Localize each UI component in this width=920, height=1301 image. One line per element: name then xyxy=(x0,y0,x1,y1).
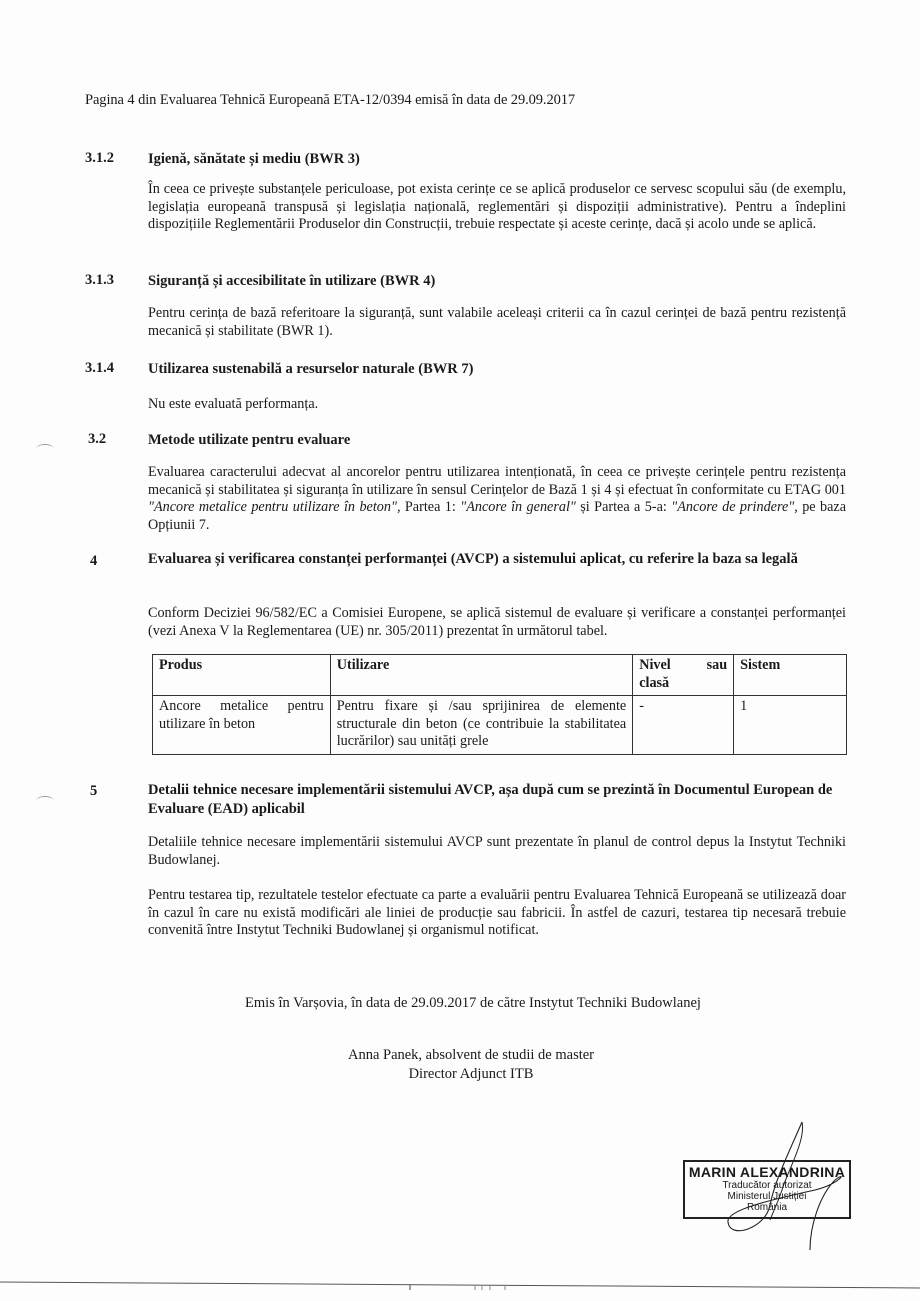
header-sistem: Sistem xyxy=(734,655,847,696)
issued-statement: Emis în Varșovia, în data de 29.09.2017 de către Instytut Techniki Budowlanej xyxy=(245,995,701,1011)
section-title: Utilizarea sustenabilă a resurselor naturale (BWR 7) xyxy=(148,361,474,377)
page-header: Pagina 4 din Evaluarea Tehnică Europeană ETA-12/0394 emisă în data de 29.09.2017 xyxy=(85,92,576,108)
section-paragraph: Pentru testarea tip, rezultatele testelor efectuate ca parte a evaluării pentru Evaluarea Tehnică Europeană se utilizează doar în cazul în care nu există modificări ale liniei de producție sau fabricii. În astfel de cazuri, testarea tip necesară trebuie convenită între Instytut Techniki Budowlanej și organismul notificat. xyxy=(148,887,846,939)
avcp-table xyxy=(152,654,847,755)
section-title: Metode utilizate pentru evaluare xyxy=(148,432,351,448)
section-number: 5 xyxy=(90,783,98,799)
header-nivel: Nivel sau clasă xyxy=(633,655,734,696)
cell-sistem: 1 xyxy=(734,696,847,755)
cell-produs: Ancore metalice pentru utilizare în beton xyxy=(153,696,331,755)
margin-mark xyxy=(36,796,54,805)
section-paragraph: În ceea ce privește substanțele periculoase, pot exista cerințe ce se aplică produselor ce servesc scopului său (de exemplu, legislația europeană transpusă și legislația națională, reglementări și dispoziții administrative). Pentru a îndeplini dispozițiile Reglementării Produselor din Construcții, trebuie respectate și aceste cerințe, dacă și acolo unde se aplică. xyxy=(148,181,846,233)
margin-mark xyxy=(36,444,54,453)
section-paragraph: Pentru cerința de bază referitoare la siguranță, sunt valabile aceleași criterii ca în cazul cerinței de bază pentru rezistență mecanică și stabilitate (BWR 1). xyxy=(148,305,846,339)
section-paragraph: Nu este evaluată performanța. xyxy=(148,396,319,412)
translator-stamp: MARIN ALEXANDRINA Traducător autorizat Ministerul Justiției România xyxy=(683,1160,851,1219)
signatory-name: Anna Panek, absolvent de studii de master xyxy=(347,1047,595,1063)
header-produs: Produs xyxy=(153,655,331,696)
section-paragraph: Evaluarea caracterului adecvat al ancorelor pentru utilizarea intenționată, în ceea ce privește cerințele pentru rezistența mecanică și stabilitatea și siguranța în utilizare în sensul Cerințelor de Bază 1 și 4 și efectuat în conformitate cu ETAG 001 "Ancore metalice pentru utilizare în beton", Partea 1: "Ancore în general" și Partea a 5-a: "Ancore de prindere", pe baza Opțiunii 7. xyxy=(148,464,847,533)
table-row xyxy=(153,696,847,755)
section-title: Siguranță și accesibilitate în utilizare (BWR 4) xyxy=(148,273,436,289)
header-utilizare: Utilizare xyxy=(330,655,632,696)
signature-icon xyxy=(670,1110,860,1260)
section-number: 4 xyxy=(90,553,98,569)
cell-nivel: - xyxy=(633,696,734,755)
section-paragraph: Conform Deciziei 96/582/EC a Comisiei Europene, se aplică sistemul de evaluare și verificare a constanței performanței (vezi Anexa V la Reglementarea (UE) nr. 305/2011) prezentat în următorul tabel. xyxy=(148,605,846,639)
cell-utilizare: Pentru fixare și /sau sprijinirea de elemente structurale din beton (ce contribuie la stabilitatea lucrărilor) sau unități grele xyxy=(330,696,632,755)
section-title: Igienă, sănătate și mediu (BWR 3) xyxy=(148,151,360,167)
section-title: Detalii tehnice necesare implementării sistemului AVCP, așa după cum se prezintă în Documentul European de Evaluare (EAD) aplicabil xyxy=(148,782,833,817)
section-number: 3.1.3 xyxy=(85,272,114,288)
section-number: 3.2 xyxy=(88,431,107,447)
section-number: 3.1.4 xyxy=(85,360,114,376)
scan-edge-line xyxy=(0,1280,920,1290)
section-paragraph: Detaliile tehnice necesare implementării sistemului AVCP sunt prezentate în planul de control depus la Instytut Techniki Budowlanej. xyxy=(148,834,846,868)
signatory-role: Director Adjunct ITB xyxy=(408,1066,534,1082)
section-number: 3.1.2 xyxy=(85,150,114,166)
section-title: Evaluarea și verificarea constanței performanței (AVCP) a sistemului aplicat, cu referire la baza sa legală xyxy=(148,551,798,567)
table-header-row xyxy=(153,655,847,696)
